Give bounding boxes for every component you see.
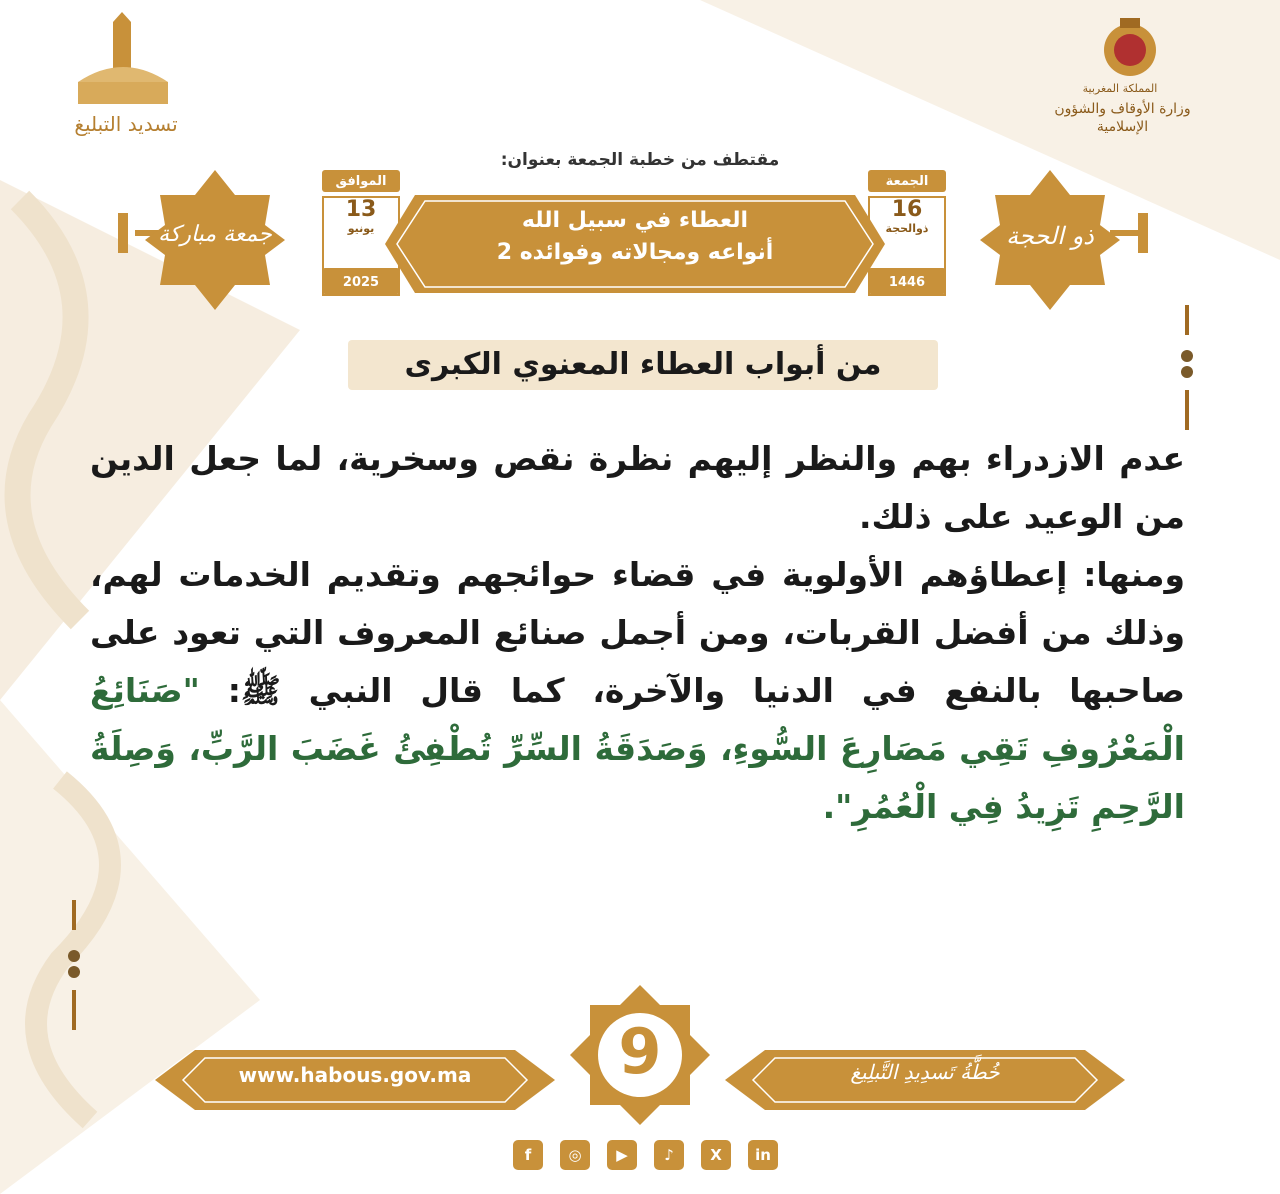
sermon-title (420, 205, 850, 269)
ministry-name: وزارة الأوقاف والشؤون الإسلامية (1054, 101, 1191, 136)
right-badge-text: ذو الحجة (1006, 222, 1094, 250)
corresponding-label-box (322, 170, 400, 192)
paragraph-1: عدم الازدراء بهم والنظر إليهم نظرة نقص وسخرية، لما جعل الدين من الوعيد على ذلك. (90, 439, 1185, 536)
youtube-icon[interactable]: ▶ (607, 1140, 637, 1170)
friday-label-box (868, 170, 946, 192)
section-heading: من أبواب العطاء المعنوي الكبرى (348, 340, 938, 390)
side-mark (1185, 390, 1189, 430)
side-dot (1181, 350, 1193, 362)
plan-title: خُطَّةُ تَسدِيدِ التَّبلِيغ (850, 1060, 1000, 1084)
facebook-icon[interactable]: f (513, 1140, 543, 1170)
side-mark (72, 900, 76, 930)
corresponding-label: الموافق (335, 174, 387, 189)
gregorian-day: 13 (345, 197, 377, 222)
tiktok-icon[interactable]: ♪ (654, 1140, 684, 1170)
side-dot (68, 950, 80, 962)
left-bar (118, 213, 128, 253)
website-link[interactable]: www.habous.gov.ma (238, 1063, 472, 1087)
x-icon[interactable]: X (701, 1140, 731, 1170)
ministry-emblem-icon (1040, 12, 1220, 92)
side-dot (68, 966, 80, 978)
side-dot (1181, 366, 1193, 378)
linkedin-icon[interactable]: in (748, 1140, 778, 1170)
kingdom-label: المملكة المغربية (1082, 82, 1158, 95)
sermon-title-line2: أنواعه ومجالاته وفوائده 2 (496, 239, 774, 265)
sermon-title-line1: العطاء في سبيل الله (521, 208, 749, 233)
hijri-year: 1446 (888, 275, 926, 290)
mosque-caption: تسديد التبليغ (74, 112, 178, 136)
body-text (90, 430, 1185, 836)
hijri-day: 16 (891, 197, 923, 222)
side-mark (72, 990, 76, 1030)
friday-label: الجمعة (885, 174, 929, 189)
gregorian-year: 2025 (342, 275, 380, 290)
side-mark (1185, 305, 1189, 335)
gregorian-month: يونيو (347, 222, 375, 236)
intro-text: مقتطف من خطبة الجمعة بعنوان: (500, 150, 780, 170)
hadith-quote: "صَنَائِعُ الْمَعْرُوفِ تَقِي مَصَارِعَ السُّوءِ، وَصَدَقَةُ السِّرِّ تُطْفِئُ غَضَبَ الرَّبِّ، وَصِلَةُ الرَّحِمِ تَزِيدُ فِي الْعُمُرِ". (90, 671, 1185, 826)
hijri-month: ذوالحجة (885, 222, 929, 236)
page-number: 9 (618, 1015, 662, 1088)
paragraph-2-text: ومنها: إعطاؤهم الأولوية في قضاء حوائجهم وتقديم الخدمات لهم، وذلك من أفضل القربات، ومن أجمل صنائع المعروف التي تعود على صاحبها بالنفع في الدنيا والآخرة، كما قال النبي ﷺ: (90, 555, 1185, 710)
instagram-icon[interactable]: ◎ (560, 1140, 590, 1170)
left-badge-text: جمعة مباركة (158, 222, 272, 247)
paragraph-2 (90, 546, 1185, 836)
